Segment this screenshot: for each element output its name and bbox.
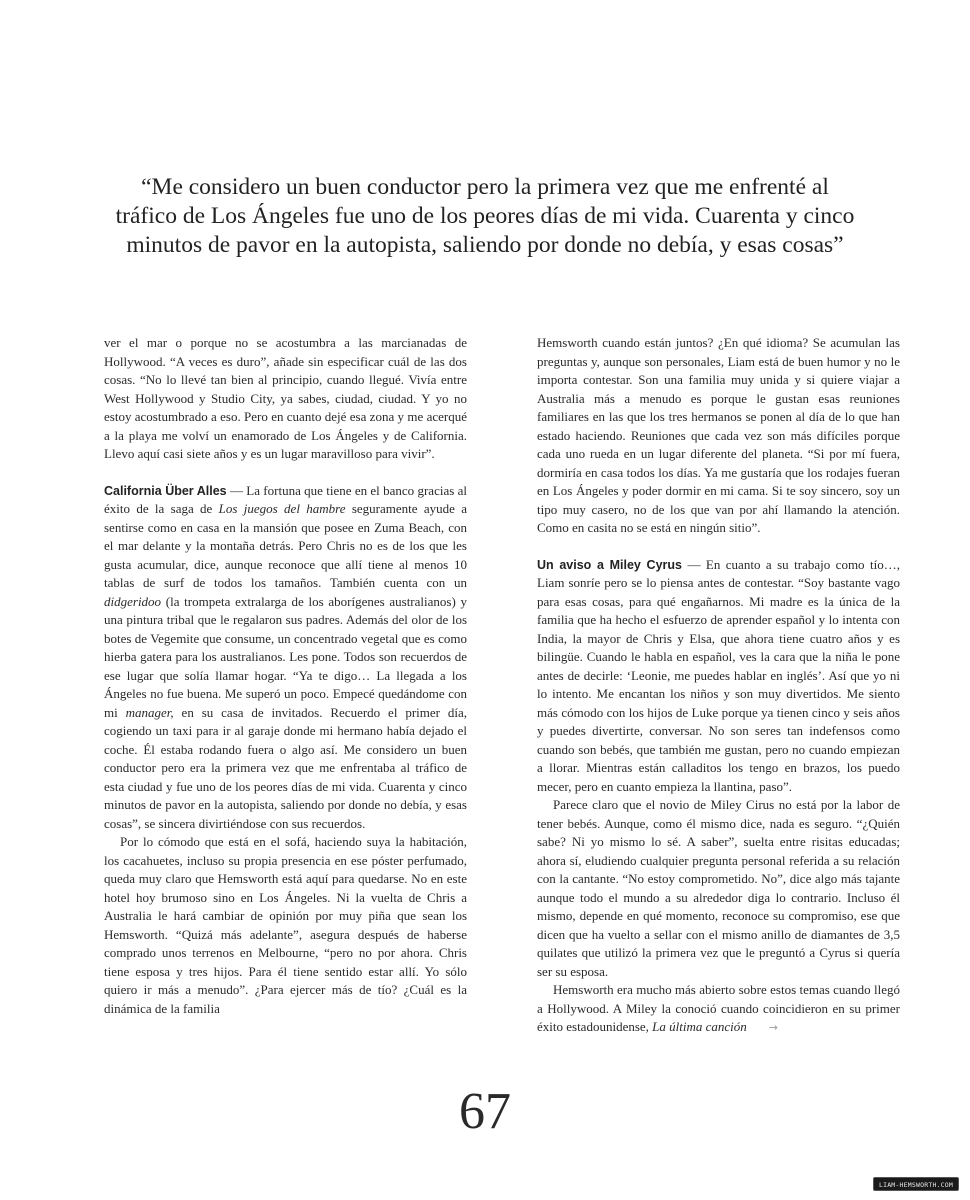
- paragraph: Hemsworth cuando están juntos? ¿En qué idioma? Se acumulan las preguntas y, aunque son personales, Liam está de buen humor y no le importa contestar. Son una familia muy unida y si quiere viajar a Australia más a menudo es porque le gustan esas reuniones familiares en las que los tres hermanos se ponen al día de lo que han estado haciendo. Reuniones que cada vez son más difíciles porque cada uno rueda en un lugar diferente del planeta. “Si por mí fuera, dormiría en casa todos los días. Ya me gustaría que los rodajes fueran en Los Ángeles y poder dormir en mi cama. Si te soy sincero, soy un tipo muy casero, no de los que van por ahí llamando la atención. Como en casita no se está en ningún sitio”.: [537, 335, 900, 535]
- text-run: — La fortuna que tiene en el banco gracias al éxito de la saga de: [104, 482, 467, 516]
- watermark-logo: LIAM-HEMSWORTH.COM: [873, 1177, 959, 1191]
- text-run: (la trompeta extralarga de los aborígenes australianos) y una pintura tribal que le regalaron sus padres. Además del olor de los botes de Vegemite que consume, un concentrado vegetal que es como hierba gatera para los australianos. Les pone. Todos son recuerdos de ese lugar que solía llamar hogar. “Ya te digo… La llegada a los Ángeles no fue buena. Me superó un poco. Empecé quedándome con mi: [104, 593, 467, 720]
- paragraph: Por lo cómodo que está en el sofá, haciendo suya la habitación, los cacahuetes, incluso su propia presencia en ese póster perfumado, queda muy claro que Hemsworth está aquí para quedarse. No en este hotel hoy brumoso sino en Los Ángeles. Ni la vuelta de Chris a Australia le hará cambiar de opinión por muy piña que sean los Hemsworth. “Quizá más adelante”, asegura después de haberse comprado unos terrenos en Melbourne, “pero no por ahora. Chris tiene esposa y tres hijos. Para él tiene sentido estar allí. Yo sólo quiero ir más a menudo”. ¿Para ejercer más de tío? ¿Cuál es la dinámica de la familia: [104, 834, 467, 1016]
- pull-quote: “Me considero un buen conductor pero la primera vez que me enfrenté al tráfico de Los Ángeles fue uno de los peores días de mi vida. Cuarenta y cinco minutos de pavor en la autopista, saliendo por donde no debía, y esas cosas”: [115, 174, 855, 258]
- paragraph: ver el mar o porque no se acostumbra a las marcianadas de Hollywood. “A veces es duro”, añade sin especificar cuál de las dos cosas. “No lo llevé tan bien al principio, cuando llegué. Vivía entre West Hollywood y Studio City, ya sabes, ciudad, ciudad. Y yo no estoy acostumbrado a eso. Pero en cuanto dejé esa zona y me acerqué a la playa me volví un enamorado de Los Ángeles y de California. Llevo aquí casi siete años y es un lugar maravilloso para vivir”.: [104, 335, 467, 461]
- text-run: — En cuanto a su trabajo como tío…, Liam sonríe pero se lo piensa antes de contestar. “Soy bastante vago para esas cosas, para qué engañarnos. Mi madre es la única de la familia que ha hecho el esfuerzo de aprender español y lo intenta con India, la mayor de Chris y Elsa, que ahora tiene cuatro años y es bilingüe. Cuando le habla en español, ves la cara que la niña le pone antes de decirle: ‘Leonie, me puedes hablar en inglés’. Así que yo ni lo intento. Me encantan los niños y son muy divertidos. Me siento más cómodo con los hijos de Luke porque ya tienen cinco y seis años y puedes divertirte, conversar. No son seres tan indefensos como cuando son bebés, que también me gustan, pero no cuando empiezan a llorar. Mientras están calladitos los tengo en brazos, los puedo mecer, pero en cuanto empieza la llantina, paso”.: [537, 556, 900, 794]
- section-lead: California Über Alles: [104, 483, 227, 498]
- paragraph: Parece claro que el novio de Miley Cirus no está por la labor de tener bebés. Aunque, como él mismo dice, nada es seguro. “¿Quién sabe? Ni yo mismo lo sé. A saber”, suelta entre risitas educadas; ahora sí, eludiendo cualquier pregunta personal referida a su relación con la cantante. “No estoy comprometido. No”, dice algo más tajante aunque todo el mundo a su alrededor diga lo contrario. Incluso él mismo, depende en qué momento, reconoce su compromiso, ese que dicen que ha vuelto a sellar con el mismo anillo de diamantes de 3,5 quilates que utilizó la primera vez que le preguntó a Cyrus si quería ser su esposa.: [537, 797, 900, 979]
- paragraph: [537, 981, 900, 1038]
- page-number: 67: [459, 1083, 511, 1140]
- text-run: Hemsworth era mucho más abierto sobre estos temas cuando llegó a Hollywood. A Miley la conoció cuando coincidieron en su primer éxito estadounidense,: [537, 982, 900, 1034]
- paragraph-aviso-miley: [537, 556, 900, 797]
- text-run: seguramente ayude a sentirse como en casa en la mansión que posee en Zuma Beach, con el mar delante y la montaña detrás. Pero Chris no es de los que les gusta acumular, dice, aunque reconoce que allí tiene al menos 10 tablas de surf de todos los tamaños. También cuenta con un: [104, 501, 467, 590]
- italic-title: La última canción: [652, 1019, 747, 1034]
- left-column: [104, 334, 467, 1018]
- italic-term: manager,: [125, 704, 174, 720]
- italic-title: Los juegos del hambre: [218, 501, 346, 516]
- right-column: [537, 334, 900, 1038]
- continue-arrow-icon: →: [768, 1021, 778, 1034]
- section-lead: Un aviso a Miley Cyrus: [537, 557, 682, 572]
- italic-term: didgeridoo: [104, 593, 162, 609]
- paragraph-california-uber-alles: [104, 482, 467, 834]
- text-run: en su casa de invitados. Recuerdo el primer día, cogiendo un taxi para ir al garaje donde mi hermano había dejado el coche. Él estaba rodando fuera o algo así. Me considero un buen conductor pero era la primera vez que me enfrentaba al tráfico de esta ciudad y fue uno de los peores días de mi vida. Cuarenta y cinco minutos de pavor en la autopista, saliendo por donde no debía, y esas cosas”, se sincera divirtiéndose con sus recuerdos.: [104, 704, 468, 831]
